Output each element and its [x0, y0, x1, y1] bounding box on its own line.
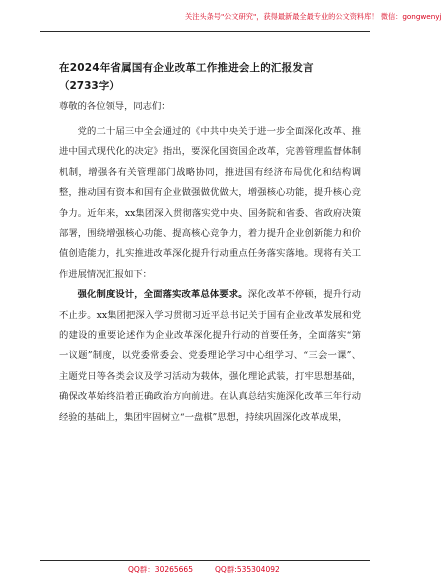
paragraph-text: 深化改革不停顿，提升行动不止步。xx集团把深入学习贯彻习近平总书记关于国有企业改革发展和党的建设的重要论述作为企业改革深化提升行动的首要任务，全面落实“第一议题”制度，以党委常委会、党委理论学习中心组学习、“三会一课”、主题党日等各类会议及学习活动为载体，强化理论武装，打牢思想基础，确保改革始终沿着正确政治方向前进。在认真总结实施深化改革三年行动经验的基础上，集团牢固树立“一盘棋”思想，持续巩固深化改革成果， — [59, 289, 361, 423]
paragraph-lead: 强化制度设计，全面落实改革总体要求。 — [77, 289, 248, 301]
body-paragraph-2 — [59, 285, 361, 428]
qq-group-1: QQ群：30265665 — [128, 565, 193, 574]
footer-rule — [40, 560, 370, 561]
promo-banner: 关注头条号"公文研究"，获得最新最全最专业的公文资料库！ 微信：gongwenyj — [185, 12, 442, 21]
header-rule — [40, 31, 370, 32]
document-body — [59, 122, 361, 428]
salutation: 尊敬的各位领导，同志们： — [59, 101, 171, 112]
qq-group-2: QQ群:535304092 — [214, 565, 280, 574]
body-paragraph-1 — [59, 122, 361, 285]
word-count: （2733字） — [59, 80, 120, 92]
footer-contact — [128, 564, 280, 575]
document-title: 在2024年省属国有企业改革工作推进会上的汇报发言 — [59, 62, 314, 74]
paragraph-text: 党的二十届三中全会通过的《中共中央关于进一步全面深化改革、推进中国式现代化的决定》指出，要深化国资国企改革，完善管理监督体制机制，增强各有关管理部门战略协同，推进国有经济布局优化和结构调整，推动国有资本和国有企业做强做优做大，增强核心功能，提升核心竞争力。近年来，xx集团深入贯彻落实党中央、国务院和省委、省政府决策部署，围绕增强核心功能、提高核心竞争力，着力提升企业创新能力和价值创造能力，扎实推进改革深化提升行动重点任务落实落地。现将有关工作进展情况汇报如下： — [59, 126, 361, 280]
